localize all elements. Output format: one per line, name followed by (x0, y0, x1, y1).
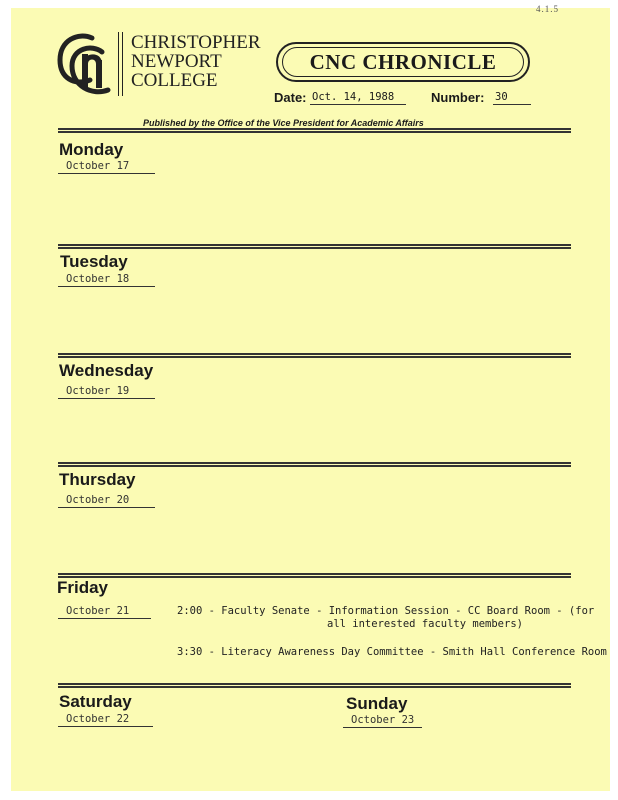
day-date-saturday: October 22 (58, 713, 153, 727)
masthead-title: CNC CHRONICLE (282, 47, 524, 77)
day-heading-saturday: Saturday (59, 692, 132, 711)
day-date-monday: October 17 (58, 160, 155, 174)
cnc-monogram-logo (52, 30, 116, 100)
day-heading-tuesday: Tuesday (60, 252, 128, 271)
section-rule (58, 128, 571, 133)
section-rule (58, 683, 571, 688)
date-value: Oct. 14, 1988 (310, 91, 406, 105)
number-value: 30 (493, 91, 531, 105)
corner-mark: 4.1.5 (536, 4, 559, 14)
college-name-line: NEWPORT (131, 51, 222, 72)
section-rule (58, 462, 571, 467)
event-line: 2:00 - Faculty Senate - Information Session - CC Board Room - (for (177, 605, 595, 617)
section-rule (58, 353, 571, 358)
college-name-line: COLLEGE (131, 70, 218, 91)
day-date-wednesday: October 19 (58, 385, 155, 399)
logo-divider (118, 32, 123, 96)
masthead (276, 42, 530, 82)
day-heading-friday: Friday (57, 578, 109, 597)
day-date-tuesday: October 18 (58, 273, 155, 287)
day-date-sunday: October 23 (343, 714, 422, 728)
day-heading-wednesday: Wednesday (59, 361, 154, 380)
event-line: 3:30 - Literacy Awareness Day Committee - Smith Hall Conference Room (177, 646, 607, 658)
number-label: Number: (431, 90, 485, 105)
day-date-thursday: October 20 (58, 494, 155, 508)
day-heading-thursday: Thursday (59, 470, 136, 489)
day-heading-sunday: Sunday (346, 694, 408, 713)
day-heading-monday: Monday (59, 140, 124, 159)
event-line: all interested faculty members) (327, 618, 523, 630)
college-name-line: CHRISTOPHER (131, 32, 261, 53)
college-name (131, 33, 261, 90)
date-label: Date: (274, 90, 307, 105)
day-date-friday: October 21 (58, 605, 151, 619)
section-rule (58, 244, 571, 249)
published-by: Published by the Office of the Vice President for Academic Affairs (143, 118, 424, 128)
section-rule (58, 573, 571, 578)
